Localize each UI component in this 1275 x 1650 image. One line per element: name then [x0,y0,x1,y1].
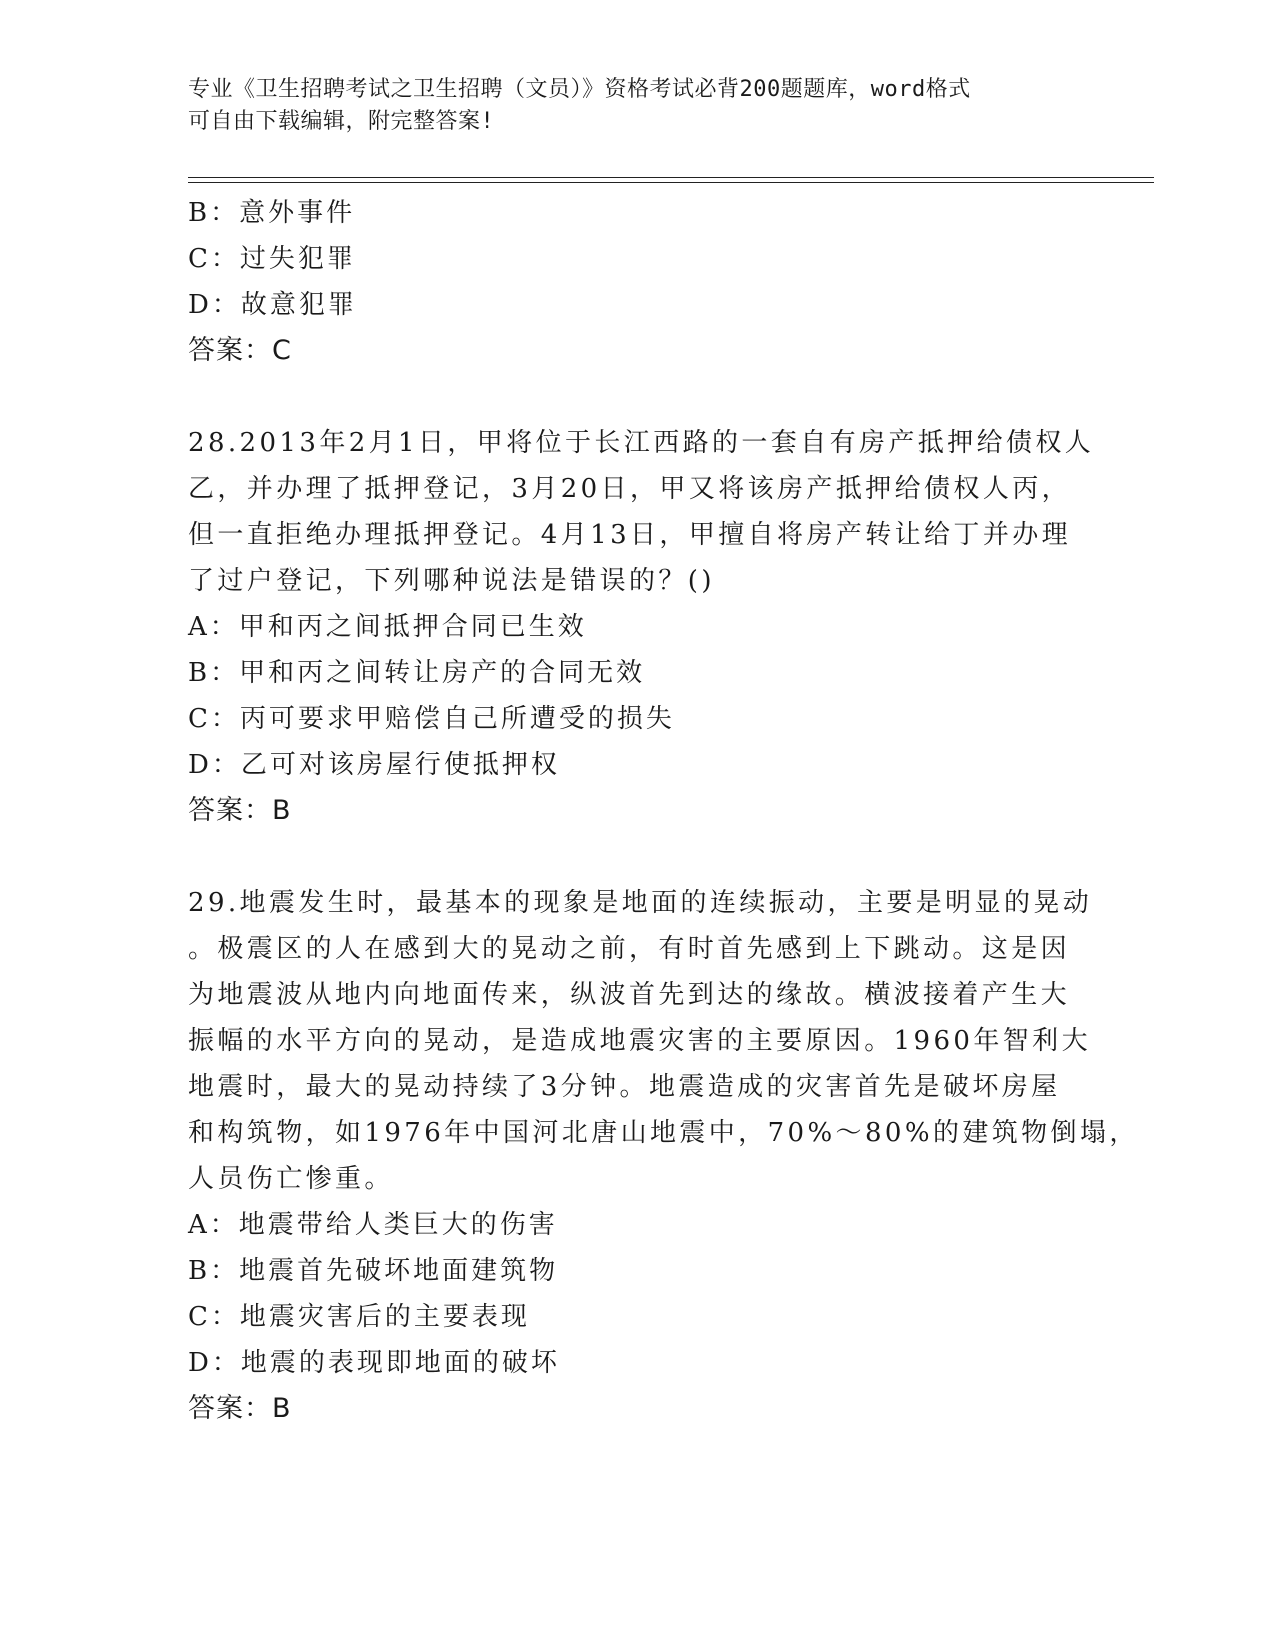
question-text-line: 为地震波从地内向地面传来，纵波首先到达的缘故。横波接着产生大 [188,980,1071,1010]
document-header [188,74,1068,138]
spacer [188,834,1088,880]
document-body [188,190,1139,1432]
question-text-line: 人员伤亡惨重。 [188,1164,394,1194]
header-divider-top [188,177,1154,178]
question-text-line: 但一直拒绝办理抵押登记。4月13日，甲擅自将房产转让给丁并办理 [188,520,1072,550]
option-c: C：丙可要求甲赔偿自己所遭受的损失 [188,704,675,734]
question-28-text [188,420,1095,604]
question-28 [188,420,1095,834]
option-d: D：乙可对该房屋行使抵押权 [188,750,560,780]
question-text-line: 了过户登记，下列哪种说法是错误的？() [188,566,715,596]
question-29-text [188,880,1139,1202]
question-text-line: 和构筑物，如1976年中国河北唐山地震中，70%～80%的建筑物倒塌， [188,1118,1139,1148]
question-text-line: 。极震区的人在感到大的晃动之前，有时首先感到上下跳动。这是因 [188,934,1071,964]
answer-line: 答案：B [188,1393,292,1424]
previous-question-tail [188,190,1088,374]
answer-line: 答案：C [188,335,292,366]
header-title-line-1: 专业《卫生招聘考试之卫生招聘（文员）》资格考试必背200题题库，word格式 [188,77,971,102]
question-text-line: 地震时，最大的晃动持续了3分钟。地震造成的灾害首先是破坏房屋 [188,1072,1061,1102]
option-c: C：过失犯罪 [188,244,356,274]
option-c: C：地震灾害后的主要表现 [188,1302,530,1332]
header-divider-bottom [188,182,1154,183]
option-d: D：地震的表现即地面的破坏 [188,1348,560,1378]
header-title-line-2: 可自由下载编辑，附完整答案! [188,109,495,134]
option-b: B：意外事件 [188,198,356,228]
question-text-line: 振幅的水平方向的晃动，是造成地震灾害的主要原因。1960年智利大 [188,1026,1091,1056]
question-text-line: 29.地震发生时，最基本的现象是地面的连续振动，主要是明显的晃动 [188,888,1093,918]
option-d: D：故意犯罪 [188,290,357,320]
option-a: A：甲和丙之间抵押合同已生效 [188,612,587,642]
question-29 [188,880,1139,1432]
question-text-line: 乙，并办理了抵押登记，3月20日，甲又将该房产抵押给债权人丙， [188,474,1072,504]
option-b: B：甲和丙之间转让房产的合同无效 [188,658,646,688]
option-a: A：地震带给人类巨大的伤害 [188,1210,558,1240]
answer-line: 答案：B [188,795,292,826]
spacer [188,374,1088,420]
option-b: B：地震首先破坏地面建筑物 [188,1256,559,1286]
question-text-line: 28.2013年2月1日，甲将位于长江西路的一套自有房产抵押给债权人 [188,428,1095,458]
